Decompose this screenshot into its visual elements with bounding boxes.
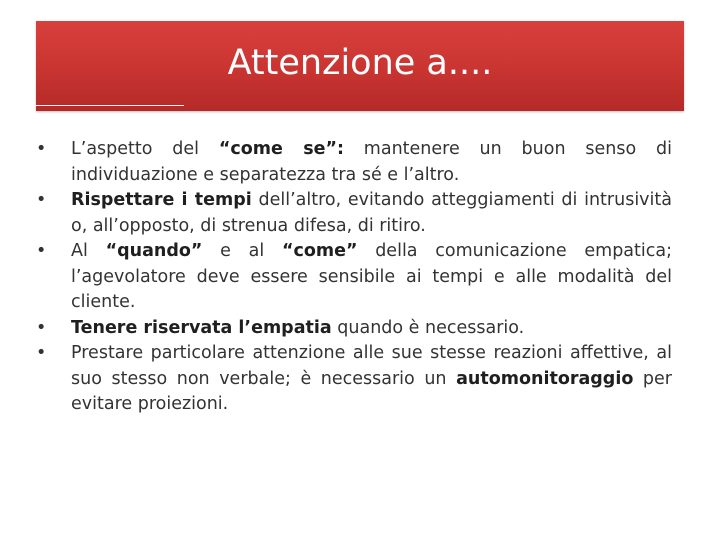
bullet-text (71, 190, 672, 236)
bullet-item (36, 188, 672, 239)
title-underline (36, 105, 184, 106)
slide-title: Attenzione a.... (227, 43, 493, 83)
bullet-text (71, 241, 672, 312)
bullet-item (36, 341, 672, 418)
bullet-text (71, 343, 672, 414)
bullet-item (36, 137, 672, 188)
slide-content (36, 137, 672, 418)
bullet-dot: • (36, 343, 47, 363)
bullet-text-bold: Tenere riservata l’empatia (71, 317, 332, 338)
bullet-text-part: e al (202, 241, 282, 261)
bullet-text-part: L’aspetto del (71, 139, 219, 159)
bullet-text-part: Al (71, 241, 106, 261)
bullet-text-part: per evitare proiezioni. (71, 368, 672, 414)
bullet-dot: • (36, 139, 47, 159)
bullet-text-part: Prestare particolare attenzione alle sue stesse reazioni affettive, al suo stesso non verbale; è necessario un (71, 343, 672, 389)
bullet-dot: • (36, 317, 47, 338)
bullet-text-part: quando è necessario. (331, 317, 525, 338)
bullet-item (36, 239, 672, 316)
bullet-text-part: mantenere un buon senso di individuazione e separatezza tra sé e l’altro. (71, 139, 672, 185)
bullet-text-bold: “come” (281, 241, 358, 261)
bullet-text-bold: Rispettare i tempi (71, 190, 252, 210)
bullet-text (71, 139, 672, 185)
bullet-text (71, 318, 524, 338)
bullet-text-part: della comunicazione empatica; l’agevolatore deve essere sensibile ai tempi e alle modalità del cliente. (71, 241, 672, 312)
bullet-list (36, 137, 672, 418)
bullet-text-bold: “come se”: (218, 139, 344, 159)
bullet-item (36, 316, 672, 342)
bullet-dot: • (36, 241, 47, 261)
bullet-text-part: dell’altro, evitando atteggiamenti di intrusività o, all’opposto, di strenua difesa, di ritiro. (71, 190, 672, 236)
title-bar (36, 21, 684, 111)
bullet-text-bold: “quando” (105, 241, 203, 261)
bullet-text-bold: automonitoraggio (456, 368, 634, 389)
bullet-dot: • (36, 190, 47, 210)
